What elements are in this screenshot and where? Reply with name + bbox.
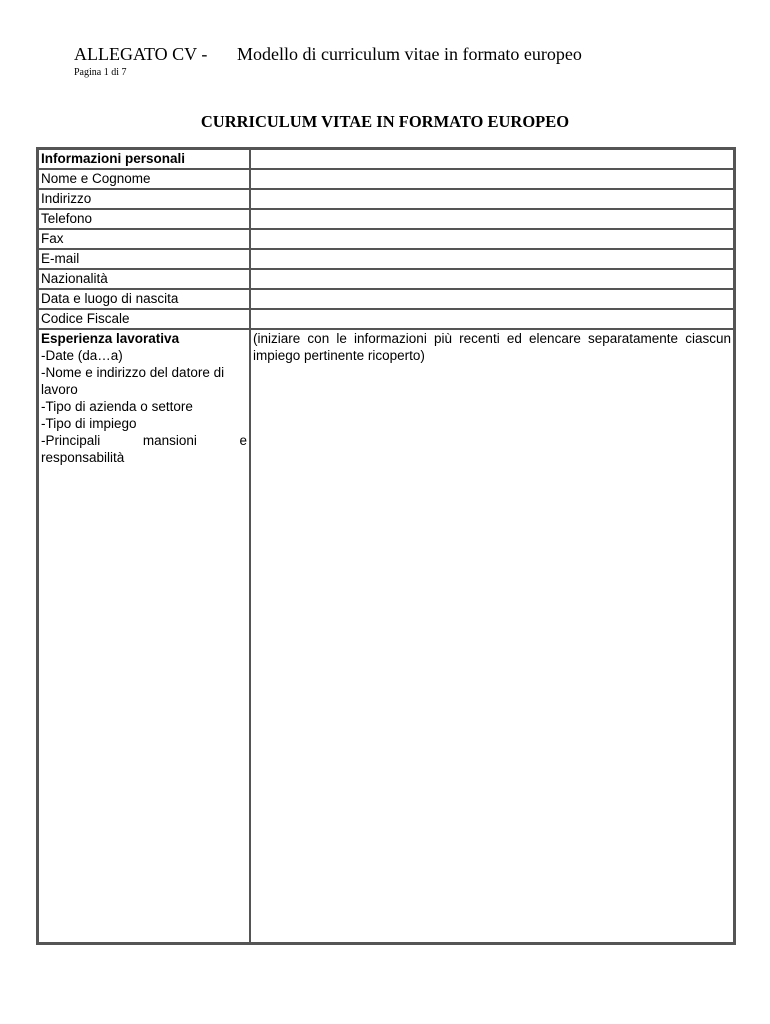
experience-item-employer: -Nome e indirizzo del datore di lavoro bbox=[41, 365, 225, 397]
table-row bbox=[38, 209, 734, 229]
field-value-fax[interactable] bbox=[250, 229, 734, 249]
field-label-name: Nome e Cognome bbox=[38, 169, 250, 189]
field-label-birth: Data e luogo di nascita bbox=[38, 289, 250, 309]
duties-word: mansioni bbox=[142, 433, 197, 448]
experience-item-dates: -Date (da…a) bbox=[41, 348, 123, 363]
document-header bbox=[74, 44, 582, 78]
experience-note: (iniziare con le informazioni più recenti ed elencare separatamente ciascun impiego pertinente ricoperto) bbox=[253, 331, 731, 363]
field-label-fax: Fax bbox=[38, 229, 250, 249]
field-value-name[interactable] bbox=[250, 169, 734, 189]
field-value-nationality[interactable] bbox=[250, 269, 734, 289]
field-value-email[interactable] bbox=[250, 249, 734, 269]
table-row bbox=[38, 289, 734, 309]
field-value-birth[interactable] bbox=[250, 289, 734, 309]
table-row bbox=[38, 169, 734, 189]
experience-item-duties-rest: responsabilità bbox=[41, 450, 125, 465]
table-row bbox=[38, 149, 734, 169]
page-number: Pagina 1 di 7 bbox=[74, 67, 127, 78]
field-label-address: Indirizzo bbox=[38, 189, 250, 209]
field-value-phone[interactable] bbox=[250, 209, 734, 229]
document-subtitle: Modello di curriculum vitae in formato europeo bbox=[237, 44, 582, 64]
duties-word: -Principali bbox=[41, 433, 101, 448]
experience-item-job-type: -Tipo di impiego bbox=[41, 416, 137, 431]
experience-item-sector: -Tipo di azienda o settore bbox=[41, 399, 193, 414]
field-label-email: E-mail bbox=[38, 249, 250, 269]
field-label-nationality: Nazionalità bbox=[38, 269, 250, 289]
field-label-phone: Telefono bbox=[38, 209, 250, 229]
personal-info-value[interactable] bbox=[250, 149, 734, 169]
experience-value-cell[interactable] bbox=[250, 329, 734, 943]
field-value-address[interactable] bbox=[250, 189, 734, 209]
table-row bbox=[38, 229, 734, 249]
table-row bbox=[38, 269, 734, 289]
attachment-label: ALLEGATO CV - bbox=[74, 44, 208, 64]
field-label-tax-code: Codice Fiscale bbox=[38, 309, 250, 329]
field-value-tax-code[interactable] bbox=[250, 309, 734, 329]
table-row bbox=[38, 309, 734, 329]
document-title: CURRICULUM VITAE IN FORMATO EUROPEO bbox=[200, 112, 570, 131]
duties-word: e bbox=[239, 433, 247, 448]
personal-info-heading: Informazioni personali bbox=[38, 149, 250, 169]
table-row bbox=[38, 189, 734, 209]
experience-item-duties bbox=[41, 432, 247, 449]
cv-form-table bbox=[36, 147, 736, 945]
table-row bbox=[38, 249, 734, 269]
experience-heading: Esperienza lavorativa bbox=[41, 331, 180, 346]
experience-label-cell bbox=[38, 329, 250, 943]
table-row bbox=[38, 329, 734, 943]
